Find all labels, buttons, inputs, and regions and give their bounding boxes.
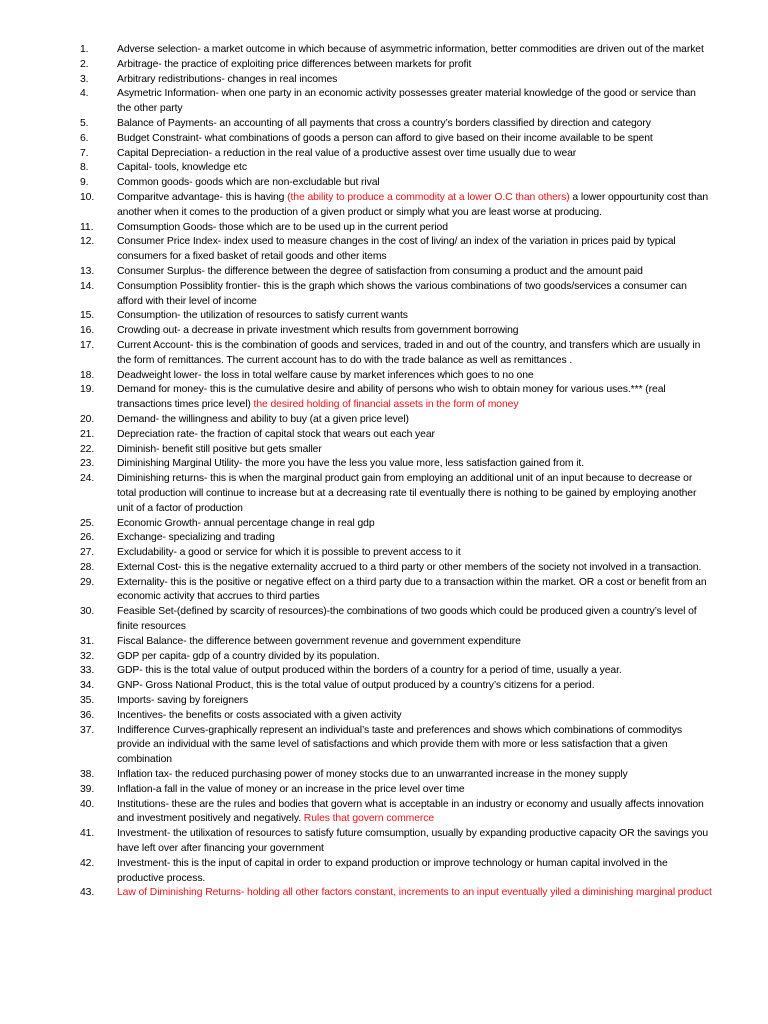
glossary-item [0, 783, 768, 798]
glossary-item [0, 235, 768, 265]
glossary-item [0, 664, 768, 679]
item-number: 23. [80, 458, 95, 470]
item-text: Inflation tax- the reduced purchasing power of money stocks due to an unwarranted increase in the money supply [117, 769, 628, 781]
glossary-item [0, 531, 768, 546]
item-text: Consumer Surplus- the difference between the degree of satisfaction from consuming a product and the amount paid [117, 265, 643, 277]
glossary-item [0, 87, 768, 117]
glossary-item [0, 768, 768, 783]
glossary-item [0, 339, 768, 369]
highlighted-text: the desired holding of financial assets in the form of money [253, 399, 519, 411]
item-text: Arbitrary redistributions- changes in real incomes [117, 73, 338, 85]
item-number: 39. [80, 783, 95, 795]
item-text: Balance of Payments- an accounting of all payments that cross a country’s borders classified by direction and category [117, 117, 651, 129]
item-number: 12. [80, 236, 95, 248]
item-text: Investment- this is the input of capital in order to expand production or improve technology or human capital involved in the productive process. [117, 857, 668, 884]
item-number: 4. [80, 88, 89, 100]
item-text: Common goods- goods which are non-excludable but rival [117, 177, 380, 189]
item-text: Feasible Set-(defined by scarcity of resources)-the combinations of two goods which could be produced given a country’s level of finite resources [117, 606, 697, 633]
item-number: 19. [80, 384, 95, 396]
item-number: 8. [80, 162, 89, 174]
item-number: 29. [80, 576, 95, 588]
item-number: 1. [80, 44, 89, 55]
item-number: 27. [80, 547, 95, 559]
glossary-item [0, 857, 768, 887]
item-number: 25. [80, 517, 95, 529]
item-number: 34. [80, 680, 95, 692]
glossary-item [0, 635, 768, 650]
item-text: Diminish- benefit still positive but gets smaller [117, 443, 322, 455]
glossary-item [0, 827, 768, 857]
item-number: 20. [80, 413, 95, 425]
item-number: 15. [80, 310, 95, 322]
glossary-item [0, 709, 768, 724]
glossary-item [0, 457, 768, 472]
glossary-item [0, 472, 768, 516]
item-number: 35. [80, 695, 95, 707]
item-text: a lower oppourtunity cost than another when it comes to the production of a given product or simply what you are least worse at producing. [117, 191, 709, 218]
item-text: Indifference Curves-graphically represent an individual’s taste and preferences and shows which combinations of commoditys provide an individual with the same level of satisfactions and which provide them with more or less satisfaction that a given combination [117, 724, 682, 766]
item-text: GDP- this is the total value of output produced within the borders of a country for a period of time, usually a year. [117, 665, 622, 677]
item-text: Excludability- a good or service for which it is possible to prevent access to it [117, 547, 461, 559]
item-text: Fiscal Balance- the difference between government revenue and government expenditure [117, 635, 521, 647]
glossary-item [0, 576, 768, 606]
item-number: 42. [80, 857, 95, 869]
glossary-item [0, 43, 768, 58]
glossary-item [0, 724, 768, 768]
item-number: 16. [80, 325, 95, 337]
item-number: 22. [80, 443, 95, 455]
glossary-item [0, 413, 768, 428]
item-text: Deadweight lower- the loss in total welfare cause by market inferences which goes to no one [117, 369, 534, 381]
item-text: Asymetric Information- when one party in an economic activity possesses greater material knowledge of the good or service than the other party [117, 88, 696, 115]
item-text: Budget Constraint- what combinations of goods a person can afford to give based on their income available to be spent [117, 132, 653, 144]
item-text: Imports- saving by foreigners [117, 695, 249, 707]
item-number: 10. [80, 191, 95, 203]
item-number: 31. [80, 635, 95, 647]
glossary-item [0, 886, 768, 901]
glossary-item [0, 694, 768, 709]
item-number: 2. [80, 58, 89, 70]
item-text: Externality- this is the positive or negative effect on a third party due to a transaction within the market. OR a cost or benefit from an economic activity that accrues to third parties [117, 576, 707, 603]
highlighted-text: Rules that govern commerce [303, 813, 435, 825]
item-text: Diminishing Marginal Utility- the more you have the less you value more, less satisfaction gained from it. [117, 458, 584, 470]
glossary-item [0, 73, 768, 88]
glossary-item [0, 132, 768, 147]
item-text: Economic Growth- annual percentage change in real gdp [117, 517, 375, 529]
item-number: 40. [80, 798, 95, 810]
item-text: Institutions- these are the rules and bodies that govern what is acceptable in an industry or economy and usually affects innovation and investment positively and negatively. [117, 798, 704, 825]
item-text: Consumption Possiblity frontier- this is the graph which shows the various combinations of two goods/services a consumer can afford with their level of income [117, 280, 687, 307]
glossary-item [0, 161, 768, 176]
glossary-item [0, 58, 768, 73]
item-text: Demand for money- this is the cumulative desire and ability of persons who wish to obtain money for various uses.*** (real transactions times price level) [117, 384, 666, 411]
glossary-item [0, 176, 768, 191]
glossary-item [0, 679, 768, 694]
glossary-item [0, 265, 768, 280]
item-number: 11. [80, 221, 94, 233]
item-number: 5. [80, 117, 89, 129]
glossary-item [0, 191, 768, 221]
item-number: 9. [80, 177, 89, 189]
item-text: Consumption- the utilization of resources to satisfy current wants [117, 310, 408, 322]
glossary-item [0, 369, 768, 384]
item-number: 30. [80, 606, 95, 618]
glossary-item [0, 605, 768, 635]
item-number: 26. [80, 532, 95, 544]
item-text: Adverse selection- a market outcome in which because of asymmetric information, better commodities are driven out of the market [117, 44, 704, 55]
glossary-list [0, 43, 768, 901]
item-text: Current Account- this is the combination of goods and services, traded in and out of the country, and transfers which are usually in the form of remittances. The current account has to do with the trade balance as well as remittances . [117, 339, 701, 366]
glossary-item [0, 428, 768, 443]
glossary-item [0, 443, 768, 458]
glossary-item [0, 221, 768, 236]
glossary-item [0, 309, 768, 324]
glossary-item [0, 324, 768, 339]
item-text: GDP per capita- gdp of a country divided by its population. [117, 650, 380, 662]
highlighted-text: Law of Diminishing Returns- holding all other factors constant, increments to an input eventually yiled a diminishing marginal product [117, 887, 712, 899]
item-text: Arbitrage- the practice of exploiting price differences between markets for profit [117, 58, 472, 70]
item-number: 37. [80, 724, 95, 736]
item-number: 6. [80, 132, 89, 144]
item-text: Consumer Price Index- index used to measure changes in the cost of living/ an index of the variation in prices paid by typical consumers for a fixed basket of retail goods and other items [117, 236, 676, 263]
item-number: 13. [80, 265, 95, 277]
item-text: Comparitve advantage- this is having [117, 191, 288, 203]
item-number: 18. [80, 369, 95, 381]
item-text: Inflation-a fall in the value of money or an increase in the price level over time [117, 783, 465, 795]
item-text: Demand- the willingness and ability to buy (at a given price level) [117, 413, 409, 425]
item-number: 3. [80, 73, 89, 85]
glossary-item [0, 383, 768, 413]
item-number: 43. [80, 887, 95, 899]
item-number: 17. [80, 339, 95, 351]
item-text: Comsumption Goods- those which are to be used up in the current period [117, 221, 448, 233]
item-text: Capital Depreciation- a reduction in the real value of a productive assest over time usually due to wear [117, 147, 577, 159]
item-number: 14. [80, 280, 95, 292]
glossary-item [0, 650, 768, 665]
item-number: 32. [80, 650, 95, 662]
highlighted-text: (the ability to produce a commodity at a lower O.C than others) [287, 191, 570, 203]
item-number: 38. [80, 769, 95, 781]
item-number: 28. [80, 561, 95, 573]
item-number: 41. [80, 828, 95, 840]
glossary-item [0, 117, 768, 132]
item-text: Capital- tools, knowledge etc [117, 162, 247, 174]
item-number: 7. [80, 147, 89, 159]
glossary-item [0, 280, 768, 310]
glossary-item [0, 517, 768, 532]
item-number: 21. [80, 428, 95, 440]
item-text: Incentives- the benefits or costs associated with a given activity [117, 709, 402, 721]
item-number: 24. [80, 473, 95, 485]
item-number: 33. [80, 665, 95, 677]
item-text: Investment- the utilixation of resources to satisfy future comsumption, usually by expanding productive capacity OR the savings you have left over after financing your government [117, 828, 709, 855]
glossary-item [0, 546, 768, 561]
item-text: Diminishing returns- this is when the marginal product gain from employing an additional unit of an input because to decrease or total production will continue to increase but at a decreasing rate til eventually there is nothing to be gained by employing another unit of a factor of production [117, 473, 697, 514]
item-number: 36. [80, 709, 95, 721]
item-text: GNP- Gross National Product, this is the total value of output produced by a country’s citizens for a period. [117, 680, 595, 692]
item-text: Depreciation rate- the fraction of capital stock that wears out each year [117, 428, 435, 440]
glossary-item [0, 147, 768, 162]
glossary-item [0, 798, 768, 828]
glossary-item [0, 561, 768, 576]
item-text: External Cost- this is the negative externality accrued to a third party or other members of the society not involved in a transaction. [117, 561, 702, 573]
item-text: Crowding out- a decrease in private investment which results from government borrowing [117, 325, 519, 337]
item-text: Exchange- specializing and trading [117, 532, 275, 544]
